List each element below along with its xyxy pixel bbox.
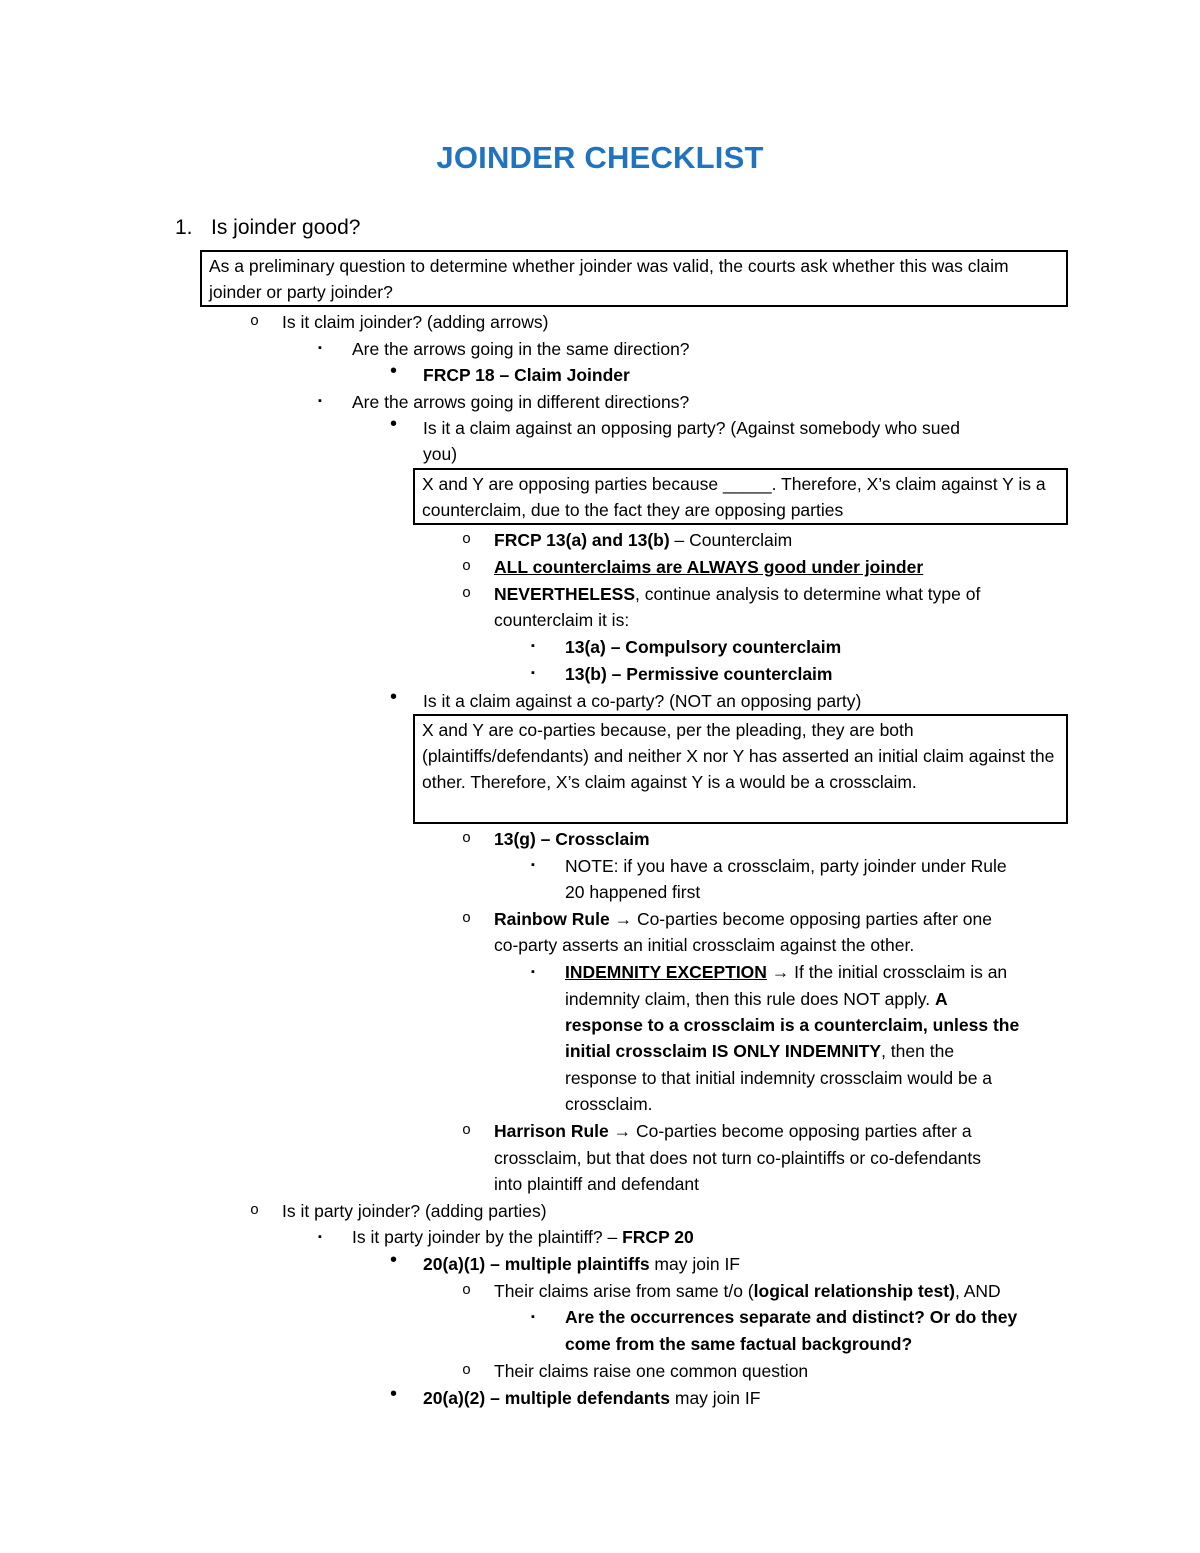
crossclaim-item: 13(g) – Crossclaim [494, 829, 650, 849]
bullet-dot: • [390, 1383, 398, 1405]
rule-20a1-item: 20(a)(1) – multiple plaintiffs may join IF [423, 1254, 741, 1274]
compulsory-item: 13(a) – Compulsory counterclaim [565, 637, 842, 657]
bullet-o: o [462, 910, 472, 927]
common-question-item: Their claims raise one common question [494, 1361, 809, 1381]
rule-20a2-item: 20(a)(2) – multiple defendants may join IF [423, 1388, 761, 1408]
indemnity-line4: initial crossclaim IS ONLY INDEMNITY, then the [565, 1041, 955, 1061]
bullet-o: o [250, 313, 260, 330]
all-counterclaims-item: ALL counterclaims are ALWAYS good under joinder [494, 557, 924, 577]
nevertheless-cont: counterclaim it is: [494, 610, 630, 630]
bullet-square: ▪ [531, 1311, 535, 1323]
party-by-plaintiff-item: Is it party joinder by the plaintiff? – FRCP 20 [352, 1227, 694, 1247]
bullet-dot: • [390, 686, 398, 708]
section-heading-text: Is joinder good? [211, 216, 361, 239]
indemnity-line2: indemnity claim, then this rule does NOT apply. A [565, 989, 948, 1009]
bullet-square: ▪ [531, 966, 535, 978]
coparty-question: Is it a claim against a co-party? (NOT an opposing party) [423, 691, 862, 711]
indemnity-line6: crossclaim. [565, 1094, 653, 1114]
indemnity-line3: response to a crossclaim is a counterclaim, unless the [565, 1015, 1020, 1035]
coparty-box: X and Y are co-parties because, per the pleading, they are both (plaintiffs/defendants) and neither X nor Y has asserted an initial claim against the other. Therefore, X’s claim against Y is a would be a crossclaim. [413, 714, 1068, 824]
note-item-cont: 20 happened first [565, 882, 701, 902]
rainbow-rule-cont: co-party asserts an initial crossclaim against the other. [494, 935, 915, 955]
frcp18-item: FRCP 18 – Claim Joinder [423, 365, 630, 385]
opposing-box: X and Y are opposing parties because _____. Therefore, X’s claim against Y is a counterclaim, due to the fact they are opposing parties [413, 468, 1068, 525]
diff-direction-item: Are the arrows going in different directions? [352, 392, 690, 412]
separate-item: Are the occurrences separate and distinct? Or do they [565, 1307, 1018, 1327]
opposing-question-cont: you) [423, 444, 458, 464]
bullet-dot: • [390, 1249, 398, 1271]
bullet-o: o [462, 531, 472, 548]
rainbow-rule-item: Rainbow Rule → Co-parties become opposing parties after one [494, 909, 993, 929]
harrison-rule-item: Harrison Rule → Co-parties become opposing parties after a [494, 1121, 972, 1141]
party-joinder-item: Is it party joinder? (adding parties) [282, 1201, 547, 1221]
opposing-question: Is it a claim against an opposing party? (Against somebody who sued [423, 418, 960, 438]
separate-item-cont: come from the same factual background? [565, 1334, 913, 1354]
bullet-o: o [462, 1282, 472, 1299]
same-direction-item: Are the arrows going in the same direction? [352, 339, 690, 359]
nevertheless-item: NEVERTHELESS, continue analysis to determine what type of [494, 584, 981, 604]
bullet-o: o [462, 830, 472, 847]
section-heading [175, 216, 360, 240]
bullet-dot: • [390, 413, 398, 435]
bullet-square: ▪ [318, 342, 322, 354]
indemnity-line5: response to that initial indemnity crossclaim would be a [565, 1068, 993, 1088]
page-title: JOINDER CHECKLIST [436, 140, 764, 175]
bullet-square: ▪ [531, 667, 535, 679]
intro-box: As a preliminary question to determine whether joinder was valid, the courts ask whether this was claim joinder or party joinder? [200, 250, 1068, 307]
harrison-rule-cont: crossclaim, but that does not turn co-plaintiffs or co-defendants [494, 1148, 982, 1168]
bullet-square: ▪ [531, 640, 535, 652]
section-number: 1. [175, 216, 193, 239]
bullet-o: o [462, 558, 472, 575]
bullet-square: ▪ [531, 859, 535, 871]
note-item: NOTE: if you have a crossclaim, party joinder under Rule [565, 856, 1007, 876]
bullet-o: o [462, 1362, 472, 1379]
permissive-item: 13(b) – Permissive counterclaim [565, 664, 833, 684]
bullet-o: o [462, 585, 472, 602]
bullet-square: ▪ [318, 1231, 322, 1243]
bullet-o: o [462, 1122, 472, 1139]
harrison-rule-cont2: into plaintiff and defendant [494, 1174, 699, 1194]
indemnity-item: INDEMNITY EXCEPTION → If the initial crossclaim is an [565, 962, 1008, 982]
bullet-o: o [250, 1202, 260, 1219]
claim-joinder-item: Is it claim joinder? (adding arrows) [282, 312, 549, 332]
frcp13-item: FRCP 13(a) and 13(b) – Counterclaim [494, 530, 793, 550]
bullet-dot: • [390, 360, 398, 382]
bullet-square: ▪ [318, 395, 322, 407]
same-to-item: Their claims arise from same t/o (logical relationship test), AND [494, 1281, 1001, 1301]
